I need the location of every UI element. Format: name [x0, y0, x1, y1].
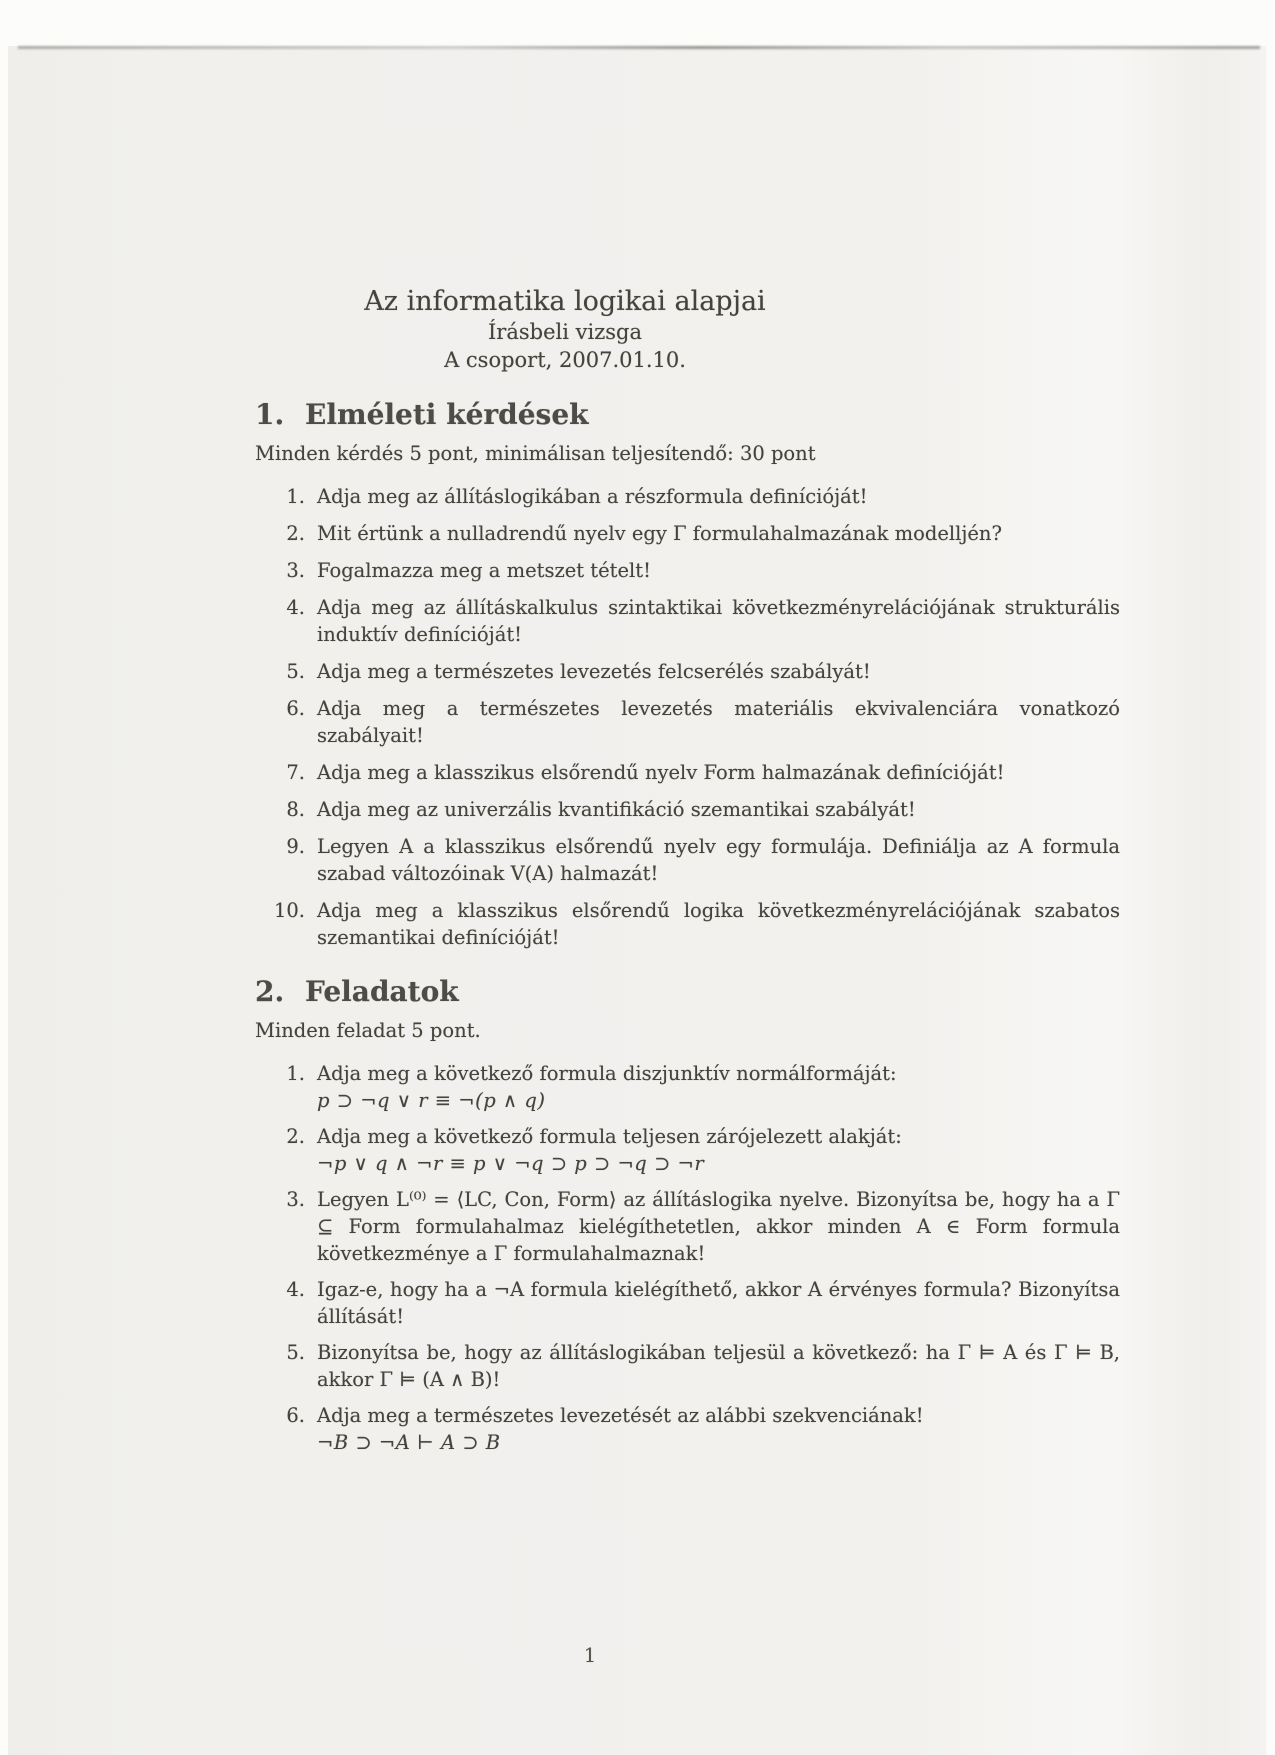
section-exercises-heading	[255, 975, 1120, 1009]
theory-question	[255, 658, 1120, 685]
theory-question-text: Mit értünk a nulladrendű nyelv egy Γ formulahalmazának modelljén?	[317, 522, 1002, 545]
exercise-text: Legyen L⁽⁰⁾ = ⟨LC, Con, Form⟩ az állításlogika nyelve. Bizonyítsa be, hogy ha a Γ ⊆ Form formulahalmaz kielégíthetetlen, akkor minden A ∈ Form formula következménye a Γ formulahalmaznak!	[317, 1188, 1120, 1265]
exercise-text: Adja meg a következő formula teljesen zárójelezett alakját:	[317, 1125, 902, 1148]
theory-question-text: Adja meg az állításlogikában a részformula definícióját!	[317, 485, 868, 508]
theory-question-text: Legyen A a klasszikus elsőrendű nyelv egy formulája. Definiálja az A formula szabad változóinak V(A) halmazát!	[317, 835, 1120, 885]
theory-question	[255, 759, 1120, 786]
paper-sheet	[8, 46, 1266, 1755]
page-number: 1	[583, 1644, 597, 1667]
exercise-formula: p ⊃ ¬q ∨ r ≡ ¬(p ∧ q)	[317, 1089, 546, 1112]
section-theory-heading	[255, 398, 1120, 432]
exercise-item	[255, 1339, 1120, 1393]
section-theory-title: Elméleti kérdések	[305, 398, 589, 431]
document-header	[255, 46, 875, 374]
section-theory-note: Minden kérdés 5 pont, minimálisan teljesítendő: 30 pont	[255, 442, 816, 465]
theory-question	[255, 897, 1120, 951]
theory-question	[255, 594, 1120, 648]
exercise-text: Adja meg a természetes levezetését az alábbi szekvenciának!	[317, 1404, 924, 1427]
section-theory-number: 1.	[255, 398, 285, 431]
theory-question-text: Adja meg a klasszikus elsőrendű nyelv Form halmazának definícióját!	[317, 761, 1005, 784]
document-group-date: A csoport, 2007.01.10.	[444, 348, 686, 372]
exercise-formula: ¬p ∨ q ∧ ¬r ≡ p ∨ ¬q ⊃ p ⊃ ¬q ⊃ ¬r	[317, 1152, 705, 1175]
exercise-text: Bizonyítsa be, hogy az állításlogikában teljesül a következő: ha Γ ⊨ A és Γ ⊨ B, akkor Γ ⊨ (A ∧ B)!	[317, 1341, 1120, 1391]
theory-question-text: Adja meg az állításkalkulus szintaktikai következményrelációjának strukturális induktív definícióját!	[317, 596, 1120, 646]
theory-question-text: Adja meg az univerzális kvantifikáció szemantikai szabályát!	[317, 798, 916, 821]
exercise-text: Adja meg a következő formula diszjunktív normálformáját:	[317, 1062, 897, 1085]
theory-question	[255, 520, 1120, 547]
exercise-list	[255, 1060, 1120, 1456]
theory-question-list	[255, 483, 1120, 951]
theory-question-text: Fogalmazza meg a metszet tételt!	[317, 559, 651, 582]
theory-question	[255, 796, 1120, 823]
exercise-item	[255, 1276, 1120, 1330]
exercise-text: Igaz-e, hogy ha a ¬A formula kielégíthető, akkor A érvényes formula? Bizonyítsa állítását!	[317, 1278, 1120, 1328]
exercise-item	[255, 1060, 1120, 1114]
theory-question	[255, 695, 1120, 749]
document-title: Az informatika logikai alapjai	[364, 286, 766, 317]
document-subtitle: Írásbeli vizsga	[488, 320, 642, 344]
theory-question	[255, 483, 1120, 510]
theory-question	[255, 833, 1120, 887]
theory-question-text: Adja meg a természetes levezetés felcserélés szabályát!	[317, 660, 871, 683]
theory-question-text: Adja meg a klasszikus elsőrendű logika következményrelációjának szabatos szemantikai definícióját!	[317, 899, 1120, 949]
section-exercises-number: 2.	[255, 975, 285, 1008]
theory-question-text: Adja meg a természetes levezetés materiális ekvivalenciára vonatkozó szabályait!	[317, 697, 1120, 747]
page-content	[255, 46, 1120, 1669]
section-exercises-note: Minden feladat 5 pont.	[255, 1019, 481, 1042]
section-theory	[255, 398, 1120, 951]
exercise-item	[255, 1186, 1120, 1267]
section-exercises	[255, 975, 1120, 1456]
exercise-item	[255, 1402, 1120, 1456]
section-exercises-title: Feladatok	[305, 975, 459, 1008]
exercise-item	[255, 1123, 1120, 1177]
exercise-formula: ¬B ⊃ ¬A ⊢ A ⊃ B	[317, 1431, 501, 1454]
theory-question	[255, 557, 1120, 584]
